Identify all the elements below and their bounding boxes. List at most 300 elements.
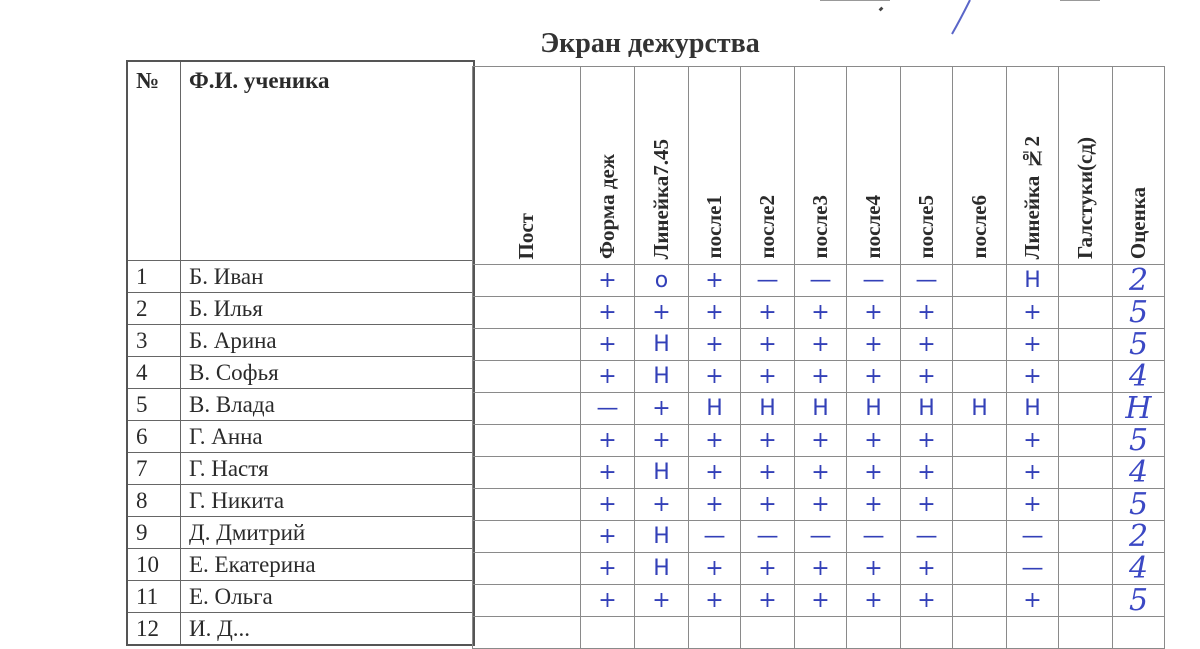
- grade-mark: 4: [1128, 552, 1149, 585]
- mark-cell: [847, 265, 901, 297]
- mark-cell: [473, 457, 581, 489]
- column-header: [847, 67, 901, 265]
- marks-row: [473, 585, 1165, 617]
- row-number: 4: [127, 357, 181, 389]
- mark-cell: [689, 553, 741, 585]
- handwritten-mark: +: [705, 332, 724, 357]
- handwritten-mark: +: [811, 588, 830, 613]
- column-header-label: Форма деж: [595, 154, 619, 259]
- mark-cell: [1059, 457, 1113, 489]
- grade-mark: 5: [1128, 296, 1149, 329]
- mark-cell: [741, 489, 795, 521]
- mark-cell: [953, 329, 1007, 361]
- mark-cell: [795, 361, 847, 393]
- handwritten-mark: +: [705, 364, 724, 389]
- mark-cell: [581, 553, 635, 585]
- mark-cell: [795, 617, 847, 649]
- student-name: Д. Дмитрий: [181, 517, 475, 549]
- handwritten-mark: —: [862, 524, 885, 549]
- student-name: Б. Иван: [181, 261, 475, 293]
- marks-row: [473, 521, 1165, 553]
- mark-cell: [953, 489, 1007, 521]
- table-row: [127, 325, 474, 357]
- mark-cell: [1113, 297, 1165, 329]
- mark-cell: [1007, 393, 1059, 425]
- mark-cell: [1007, 265, 1059, 297]
- column-header: [581, 67, 635, 265]
- mark-cell: [635, 297, 689, 329]
- handwritten-mark: +: [917, 492, 936, 517]
- column-header-label: после2: [755, 195, 779, 259]
- table-row: [127, 261, 474, 293]
- handwritten-mark: +: [1023, 300, 1042, 325]
- column-header-label: Оценка: [1126, 186, 1150, 259]
- mark-cell: [1059, 393, 1113, 425]
- mark-cell: [901, 425, 953, 457]
- handwritten-mark: +: [652, 300, 671, 325]
- table-row: [127, 293, 474, 325]
- mark-cell: [901, 521, 953, 553]
- mark-cell: [795, 297, 847, 329]
- handwritten-mark: +: [811, 300, 830, 325]
- column-header-label: после4: [861, 195, 885, 259]
- mark-cell: [1007, 617, 1059, 649]
- marks-row: [473, 361, 1165, 393]
- mark-cell: [581, 585, 635, 617]
- handwritten-mark: Н: [653, 460, 670, 485]
- mark-cell: [635, 489, 689, 521]
- handwritten-mark: —: [862, 268, 885, 293]
- handwritten-mark: +: [598, 556, 617, 581]
- mark-cell: [1113, 393, 1165, 425]
- mark-cell: [847, 521, 901, 553]
- mark-cell: [741, 617, 795, 649]
- mark-cell: [901, 393, 953, 425]
- handwritten-mark: +: [652, 396, 671, 421]
- mark-cell: [741, 425, 795, 457]
- student-name: Е. Ольга: [181, 581, 475, 613]
- handwritten-mark: +: [864, 588, 883, 613]
- mark-cell: [847, 297, 901, 329]
- handwritten-mark: —: [809, 268, 832, 293]
- handwritten-mark: +: [598, 428, 617, 453]
- marks-row: [473, 425, 1165, 457]
- handwritten-mark: —: [596, 396, 619, 421]
- handwritten-mark: —: [756, 268, 779, 293]
- mark-cell: [1113, 521, 1165, 553]
- table-row: [127, 549, 474, 581]
- column-header: [901, 67, 953, 265]
- grade-mark: 5: [1128, 584, 1149, 617]
- mark-cell: [635, 425, 689, 457]
- student-name: Б. Илья: [181, 293, 475, 325]
- marks-row: [473, 617, 1165, 649]
- mark-cell: [1113, 617, 1165, 649]
- handwritten-mark: Н: [918, 396, 935, 421]
- column-header-label: Галстуки(сд): [1073, 137, 1097, 259]
- student-name: Б. Арина: [181, 325, 475, 357]
- mark-cell: [1007, 297, 1059, 329]
- mark-cell: [741, 553, 795, 585]
- handwritten-mark: +: [758, 428, 777, 453]
- row-number: 7: [127, 453, 181, 485]
- handwritten-mark: Н: [1024, 268, 1041, 293]
- mark-cell: [1059, 329, 1113, 361]
- mark-cell: [953, 617, 1007, 649]
- mark-cell: [953, 297, 1007, 329]
- mark-cell: [1007, 329, 1059, 361]
- mark-cell: [847, 361, 901, 393]
- mark-cell: [581, 361, 635, 393]
- column-header-label: Линейка №2: [1020, 135, 1044, 259]
- mark-cell: [581, 521, 635, 553]
- column-header-label: после5: [914, 195, 938, 259]
- handwritten-mark: +: [598, 268, 617, 293]
- marks-row: [473, 553, 1165, 585]
- mark-cell: [635, 457, 689, 489]
- mark-cell: [635, 361, 689, 393]
- table-row: [127, 421, 474, 453]
- handwritten-mark: Н: [706, 396, 723, 421]
- mark-cell: [689, 425, 741, 457]
- handwritten-mark: +: [598, 460, 617, 485]
- handwritten-mark: +: [758, 332, 777, 357]
- handwritten-mark: Н: [1024, 396, 1041, 421]
- mark-cell: [689, 393, 741, 425]
- handwritten-mark: +: [705, 460, 724, 485]
- mark-cell: [473, 297, 581, 329]
- mark-cell: [847, 393, 901, 425]
- handwritten-mark: +: [758, 300, 777, 325]
- handwritten-mark: +: [864, 556, 883, 581]
- table-row: [127, 485, 474, 517]
- mark-cell: [1059, 521, 1113, 553]
- grade-mark: 5: [1128, 488, 1149, 521]
- mark-cell: [847, 457, 901, 489]
- handwritten-mark: +: [811, 556, 830, 581]
- mark-cell: [581, 425, 635, 457]
- mark-cell: [635, 329, 689, 361]
- column-header-label: после3: [808, 195, 832, 259]
- mark-cell: [795, 489, 847, 521]
- mark-cell: [635, 265, 689, 297]
- mark-cell: [741, 521, 795, 553]
- column-header: [953, 67, 1007, 265]
- mark-cell: [795, 329, 847, 361]
- student-name: В. Влада: [181, 389, 475, 421]
- handwritten-mark: +: [811, 460, 830, 485]
- mark-cell: [847, 489, 901, 521]
- mark-cell: [795, 457, 847, 489]
- handwritten-mark: —: [756, 524, 779, 549]
- handwritten-mark: Н: [971, 396, 988, 421]
- mark-cell: [473, 521, 581, 553]
- mark-cell: [741, 457, 795, 489]
- table-row: [127, 357, 474, 389]
- mark-cell: [901, 361, 953, 393]
- mark-cell: [473, 361, 581, 393]
- mark-cell: [1007, 585, 1059, 617]
- mark-cell: [847, 425, 901, 457]
- handwritten-mark: Н: [653, 524, 670, 549]
- row-number: 9: [127, 517, 181, 549]
- mark-cell: [635, 585, 689, 617]
- marks-row: [473, 297, 1165, 329]
- marks-row: [473, 457, 1165, 489]
- mark-cell: [635, 553, 689, 585]
- row-number: 12: [127, 613, 181, 646]
- mark-cell: [473, 585, 581, 617]
- handwritten-mark: +: [1023, 332, 1042, 357]
- marks-row: [473, 265, 1165, 297]
- handwritten-mark: +: [598, 588, 617, 613]
- handwritten-mark: +: [864, 492, 883, 517]
- mark-cell: [581, 297, 635, 329]
- handwritten-mark: +: [758, 364, 777, 389]
- column-header: [689, 67, 741, 265]
- row-number: 5: [127, 389, 181, 421]
- mark-cell: [473, 553, 581, 585]
- handwritten-mark: —: [1021, 524, 1044, 549]
- mark-cell: [795, 521, 847, 553]
- mark-cell: [689, 265, 741, 297]
- mark-cell: [689, 361, 741, 393]
- student-name: Г. Анна: [181, 421, 475, 453]
- mark-cell: [953, 553, 1007, 585]
- handwritten-mark: Н: [653, 556, 670, 581]
- mark-cell: [847, 585, 901, 617]
- student-name: И. Д...: [181, 613, 475, 646]
- mark-cell: [473, 489, 581, 521]
- handwritten-mark: +: [917, 428, 936, 453]
- handwritten-mark: +: [705, 492, 724, 517]
- handwritten-mark: —: [915, 524, 938, 549]
- handwritten-mark: +: [652, 588, 671, 613]
- handwritten-mark: +: [864, 300, 883, 325]
- marks-row: [473, 489, 1165, 521]
- column-header: [795, 67, 847, 265]
- mark-cell: [1059, 425, 1113, 457]
- mark-cell: [741, 329, 795, 361]
- table-row: [127, 517, 474, 549]
- student-name: Г. Настя: [181, 453, 475, 485]
- handwritten-mark: —: [703, 524, 726, 549]
- grade-mark: 2: [1128, 264, 1149, 297]
- mark-cell: [847, 329, 901, 361]
- handwritten-mark: +: [811, 428, 830, 453]
- handwritten-mark: о: [654, 268, 669, 293]
- mark-cell: [689, 585, 741, 617]
- handwritten-mark: +: [917, 332, 936, 357]
- column-header: [473, 67, 581, 265]
- mark-cell: [1007, 521, 1059, 553]
- mark-cell: [953, 585, 1007, 617]
- mark-cell: [581, 393, 635, 425]
- handwritten-mark: +: [598, 332, 617, 357]
- handwritten-mark: +: [864, 428, 883, 453]
- handwritten-mark: +: [1023, 460, 1042, 485]
- mark-cell: [1007, 553, 1059, 585]
- mark-cell: [847, 617, 901, 649]
- mark-cell: [741, 297, 795, 329]
- handwritten-mark: Н: [653, 332, 670, 357]
- mark-cell: [795, 425, 847, 457]
- handwritten-mark: +: [811, 364, 830, 389]
- row-number: 2: [127, 293, 181, 325]
- handwritten-mark: +: [758, 492, 777, 517]
- student-list-table: [126, 60, 475, 646]
- handwritten-mark: +: [1023, 428, 1042, 453]
- mark-cell: [741, 393, 795, 425]
- mark-cell: [953, 425, 1007, 457]
- handwritten-mark: +: [1023, 364, 1042, 389]
- mark-cell: [635, 521, 689, 553]
- handwritten-mark: +: [705, 300, 724, 325]
- mark-cell: [741, 361, 795, 393]
- handwritten-mark: +: [758, 556, 777, 581]
- handwritten-mark: +: [864, 332, 883, 357]
- handwritten-mark: +: [598, 524, 617, 549]
- mark-cell: [795, 393, 847, 425]
- mark-cell: [901, 585, 953, 617]
- mark-cell: [1059, 265, 1113, 297]
- mark-cell: [1007, 457, 1059, 489]
- table-row: [127, 389, 474, 421]
- mark-cell: [901, 457, 953, 489]
- handwritten-mark: Н: [759, 396, 776, 421]
- mark-cell: [473, 265, 581, 297]
- handwritten-mark: +: [598, 492, 617, 517]
- mark-cell: [1113, 553, 1165, 585]
- marks-row: [473, 393, 1165, 425]
- mark-cell: [1059, 297, 1113, 329]
- grade-mark: 4: [1128, 360, 1149, 393]
- mark-cell: [581, 329, 635, 361]
- mark-cell: [689, 617, 741, 649]
- duty-columns-header: [473, 67, 1165, 265]
- mark-cell: [1007, 425, 1059, 457]
- mark-cell: [635, 393, 689, 425]
- mark-cell: [1113, 489, 1165, 521]
- mark-cell: [953, 265, 1007, 297]
- mark-cell: [1113, 425, 1165, 457]
- mark-cell: [473, 393, 581, 425]
- mark-cell: [901, 265, 953, 297]
- number-header: №: [127, 61, 181, 261]
- handwritten-mark: +: [917, 556, 936, 581]
- row-number: 10: [127, 549, 181, 581]
- handwritten-mark: +: [917, 588, 936, 613]
- mark-cell: [689, 457, 741, 489]
- mark-cell: [795, 553, 847, 585]
- mark-cell: [901, 553, 953, 585]
- column-header: [1113, 67, 1165, 265]
- mark-cell: [1113, 265, 1165, 297]
- handwritten-mark: +: [917, 364, 936, 389]
- row-number: 11: [127, 581, 181, 613]
- table-row: [127, 581, 474, 613]
- handwritten-mark: +: [864, 364, 883, 389]
- mark-cell: [581, 617, 635, 649]
- mark-cell: [741, 585, 795, 617]
- student-name: Е. Екатерина: [181, 549, 475, 581]
- handwritten-mark: +: [811, 332, 830, 357]
- table-row: [127, 453, 474, 485]
- handwritten-mark: +: [758, 588, 777, 613]
- marks-row: [473, 329, 1165, 361]
- mark-cell: [795, 265, 847, 297]
- mark-cell: [901, 617, 953, 649]
- mark-cell: [1113, 361, 1165, 393]
- mark-cell: [1059, 361, 1113, 393]
- grade-mark: 5: [1128, 328, 1149, 361]
- mark-cell: [581, 457, 635, 489]
- mark-cell: [1113, 585, 1165, 617]
- column-header-label: после1: [702, 195, 726, 259]
- mark-cell: [901, 489, 953, 521]
- mark-cell: [1059, 617, 1113, 649]
- mark-cell: [1059, 585, 1113, 617]
- mark-cell: [953, 361, 1007, 393]
- mark-cell: [473, 425, 581, 457]
- mark-cell: [847, 553, 901, 585]
- row-number: 8: [127, 485, 181, 517]
- handwritten-mark: +: [705, 428, 724, 453]
- handwritten-mark: +: [705, 556, 724, 581]
- mark-cell: [1007, 489, 1059, 521]
- handwritten-mark: +: [758, 460, 777, 485]
- column-header-label: Линейка7.45: [649, 138, 673, 259]
- table-row: [127, 613, 474, 646]
- mark-cell: [953, 457, 1007, 489]
- mark-cell: [689, 297, 741, 329]
- mark-cell: [473, 617, 581, 649]
- column-header-label: Пост: [514, 212, 538, 259]
- mark-cell: [1113, 329, 1165, 361]
- mark-cell: [1007, 361, 1059, 393]
- grade-mark: 2: [1128, 520, 1149, 553]
- mark-cell: [1113, 457, 1165, 489]
- row-number: 6: [127, 421, 181, 453]
- mark-cell: [689, 489, 741, 521]
- handwritten-mark: +: [917, 460, 936, 485]
- column-header: [1007, 67, 1059, 265]
- student-name: В. Софья: [181, 357, 475, 389]
- mark-cell: [689, 329, 741, 361]
- handwritten-mark: —: [1021, 556, 1044, 581]
- handwritten-mark: +: [705, 268, 724, 293]
- handwritten-mark: Н: [865, 396, 882, 421]
- handwritten-mark: Н: [653, 364, 670, 389]
- handwritten-mark: +: [864, 460, 883, 485]
- mark-cell: [795, 585, 847, 617]
- handwritten-mark: +: [1023, 492, 1042, 517]
- column-header-label: после6: [967, 195, 991, 259]
- mark-cell: [473, 329, 581, 361]
- column-header: [1059, 67, 1113, 265]
- handwritten-mark: +: [598, 364, 617, 389]
- mark-cell: [689, 521, 741, 553]
- grade-mark: 4: [1128, 456, 1149, 489]
- mark-cell: [581, 265, 635, 297]
- page-title: Экран дежурства: [540, 28, 760, 59]
- handwritten-mark: +: [917, 300, 936, 325]
- student-name: Г. Никита: [181, 485, 475, 517]
- mark-cell: [1059, 489, 1113, 521]
- handwritten-mark: +: [652, 492, 671, 517]
- handwritten-mark: +: [598, 300, 617, 325]
- duty-marks-table: [472, 66, 1165, 649]
